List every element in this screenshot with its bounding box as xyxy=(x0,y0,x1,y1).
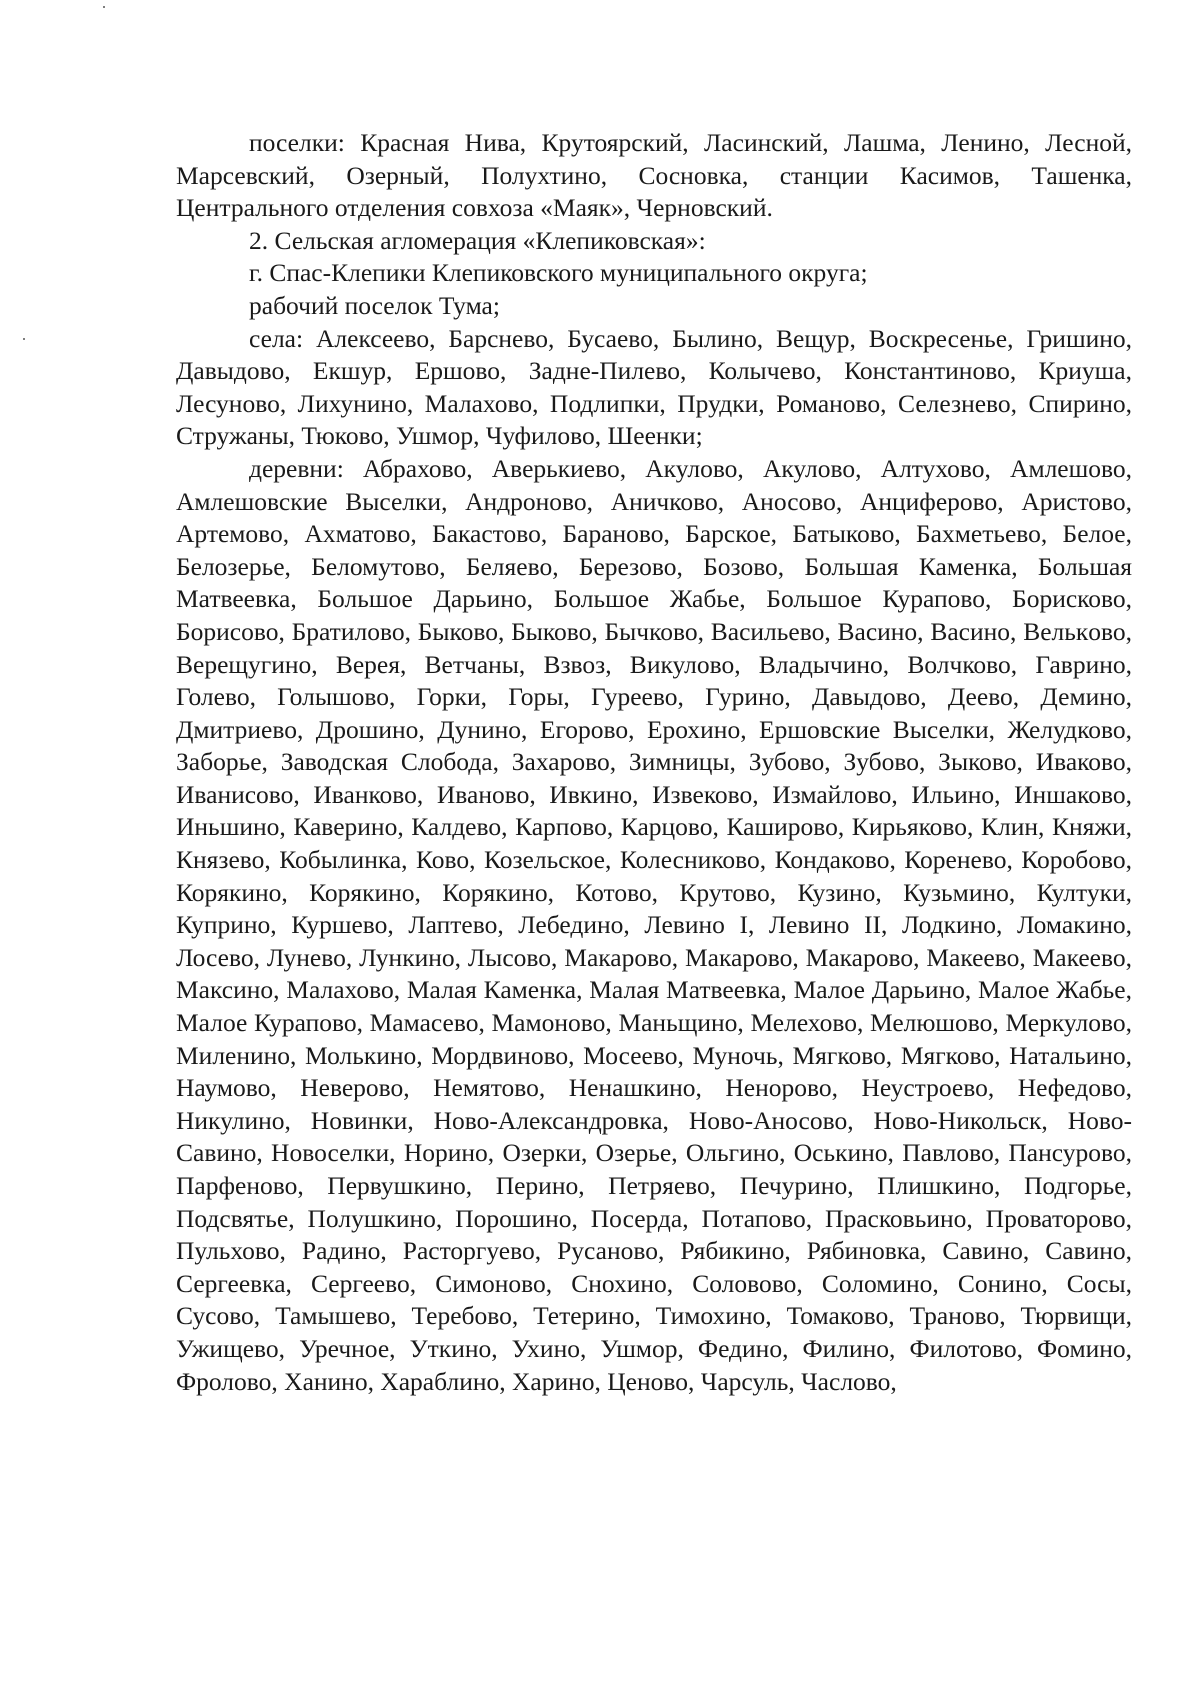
paragraph-workers-settlement: рабочий поселок Тума; xyxy=(249,290,500,320)
paragraph-villages-sela: села: Алексеево, Барснево, Бусаево, Былино, Вещур, Воскресенье, Гришино, Давыдово, Екшур, Ершово, Задне-Пилево, Колычево, Константиново, Криуша, Лесуново, Лихунино, Малахово, Подлипки, Прудки, Романово, Селезнево, Спирино, Стружаны, Тюково, Ушмор, Чуфилово, Шеенки; xyxy=(176,323,1132,451)
paragraph-villages-derevni: деревни: Абрахово, Аверькиево, Акулово, Акулово, Алтухово, Амлешово, Амлешовские Выселки, Андроново, Аничково, Аносово, Анциферово, Аристово, Артемово, Ахматово, Бакастово, Бараново, Барское, Батыково, Бахметьево, Белое, Белозерье, Беломутово, Беляево, Березово, Бозово, Большая Каменка, Большая Матвеевка, Большое Дарьино, Большое Жабье, Большое Курапово, Бориcково, Борисово, Братилово, Быково, Быково, Бычково, Васильево, Васино, Васино, Велькoво, Верещугино, Верея, Ветчаны, Взвоз, Викулово, Владычино, Волчково, Гаврино, Голево, Голышово, Горки, Горы, Гуреево, Гурино, Давыдово, Деево, Демино, Дмитриево, Дрошино, Дунино, Егорово, Ерохино, Ершовские Выселки, Желудково, Заборье, Заводская Слобода, Захарово, Зимницы, Зубово, Зубово, Зыково, Иваково, Иванисово, Иванково, Иваново, Ивкино, Извеково, Измайлово, Ильино, Иншаково, Иньшино, Каверино, Калдево, Карпово, Карцово, Каширово, Кирьяково, Клин, Княжи, Князево, Кобылинка, Ково, Козельское, Колесниково, Кондаково, Коренево, Коробово, Корякино, Корякино, Корякино, Котово, Крутово, Кузино, Кузьмино, Култуки, Куприно, Куршево, Лаптево, Лебедино, Левино I, Левино II, Лодкино, Ломакино, Лосево, Лунево, Лункино, Лысово, Макарово, Макарово, Макарово, Макеево, Макеево, Максино, Малахово, Малая Каменка, Малая Матвеевка, Малое Дарьино, Малое Жабье, Малое Курапово, Мамасево, Мамоново, Маньщино, Мелехово, Мелюшово, Меркулово, Миленино, Молькино, Мордвиново, Мосеево, Муночь, Мягково, Мягково, Натальино, Наумово, Неверово, Немятово, Ненашкино, Ненорово, Неустроево, Нефедово, Никулино, Новинки, Ново-Александровка, Ново-Аносово, Ново-Никольск, Ново-Савино, Новоселки, Норино, Озерки, Озерье, Ольгино, Оськино, Павлово, Пансурово, Парфеново, Первушкино, Перино, Петряево, Печурино, Плишкино, Подгорье, Подсвятье, Полушкино, Порошино, Посерда, Потапово, Прасковьино, Проваторово, Пульхово, Радино, Расторгуево, Русаново, Рябикино, Рябиновка, Савино, Савино, Сергеевка, Сергеево, Симоново, Снохино, Соловово, Соломино, Сонино, Сосы, Сусово, Тамышево, Теребово, Тетерино, Тимохино, Томаково, Траново, Тюрвищи, Ужищево, Уречное, Уткино, Ухино, Ушмор, Федино, Филино, Филотово, Фомино, Фролово, Ханино, Хараблино, Харино, Ценово, Чарсуль, Часлово, xyxy=(176,453,1132,1396)
scan-speck xyxy=(23,338,25,340)
scan-speck xyxy=(103,6,105,8)
paragraph-settlements-tail: поселки: Красная Нива, Крутоярский, Ласинский, Лашма, Ленино, Лесной, Марсевский, Озерный, Полухтино, Сосновка, станции Касимов, Ташенка, Центрального отделения совхоза «Маяк», Черновский. xyxy=(176,128,1132,223)
paragraph-city: г. Спас-Клепики Клепиковского муниципального округа; xyxy=(249,258,868,288)
paragraph-agglomeration-heading: 2. Сельская агломерация «Клепиковская»: xyxy=(249,225,706,255)
document-body xyxy=(176,127,1132,1398)
